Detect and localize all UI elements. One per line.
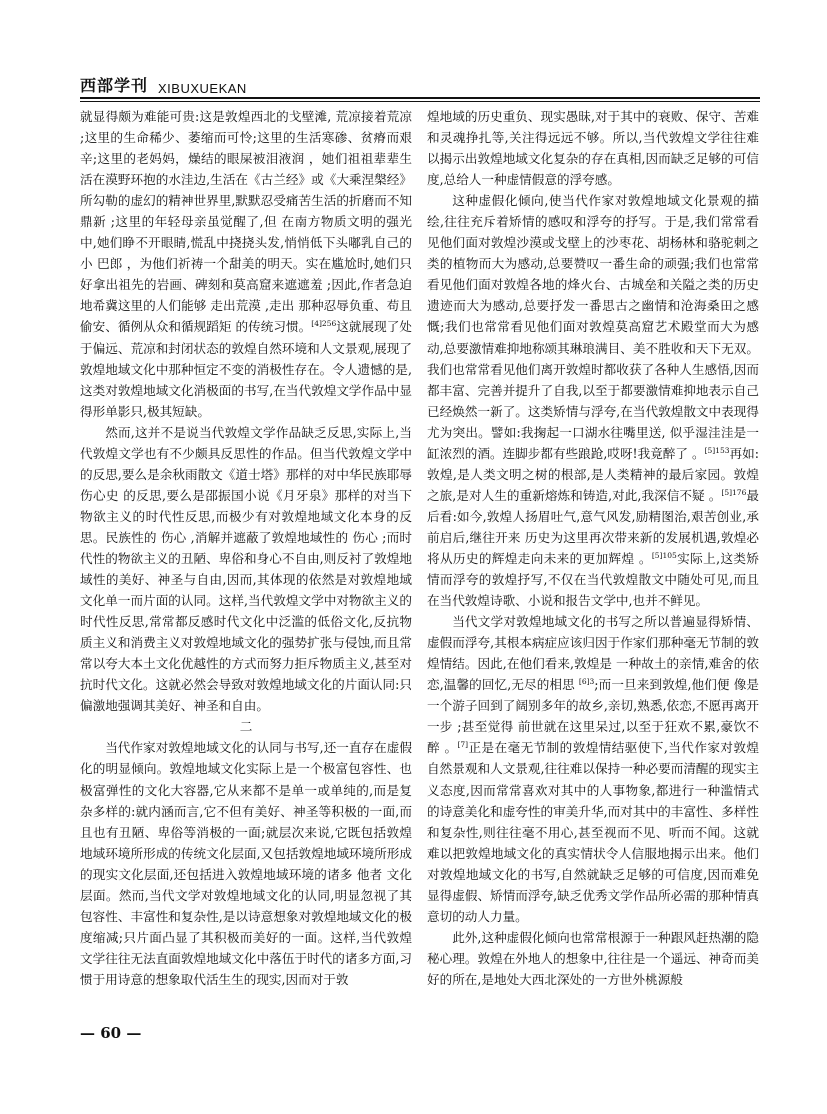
citation-ref: [5]153 [704,445,730,455]
section-heading: 二 [239,719,253,735]
paragraph [427,190,759,611]
running-header [80,72,760,96]
paragraph-text: 正是在毫无节制的敦煌情结驱使下,当代作家对敦煌自然景观和人文景观,往往难以保持一种必要而清醒的现实主义态度,因而常常喜欢对其中的人事物象,都进行一种滥情式的诗意美化和虚夸性的审美升华,而对其中的丰富性、多样性和复杂性,则往往毫不用心,甚至视而不见、听而不闻。这就难以把敦煌地域文化的真实情状令人信服地揭示出来。他们对敦煌地域文化的书写,自然就缺乏足够的可信度,因而难免显得虚假、矫情而浮夸,缺乏优秀文学作品所必需的那种情真意切的动人力量。 [427,740,759,924]
page-number: — 60 — [80,1024,142,1042]
paragraph-text: 实际上,这类矫情而浮夸的敦煌抒写,不仅在当代敦煌散文中随处可见,而且在当代敦煌诗歌、小说和报告文学中,也并不鲜见。 [427,550,759,609]
citation-ref: [7] [457,740,469,750]
paragraph [427,611,759,927]
citation-ref: [5]105 [651,550,677,560]
citation-ref: [6]3 [578,677,595,687]
paragraph-text: ;而一旦来到敦煌,他们便 像是一个游子回到了阔别多年的故乡,亲切,熟悉,依恋,不愿再离开一步 ;甚至觉得 前世就在这里呆过,以至于狂欢不累,豪饮不醉 。 [427,677,759,756]
paragraph-text: 这就展现了处于偏远、荒凉和封闭状态的敦煌自然环境和人文景观,展现了敦煌地域文化中那种恒定不变的消极性存在。令人遗憾的是,这类对敦煌地域文化消极面的书写,在当代敦煌文学作品中显得形单影只,极其短缺。 [80,319,412,419]
journal-title-en: XIBUXUEKAN [158,81,247,96]
header-rule-thin [80,101,760,102]
paragraph: 此外,这种虚假化倾向也常常根源于一种跟风赶热潮的隐秘心理。敦煌在外地人的想象中,往往是一个遥远、神奇而美好的所在,是地处大西北深处的一方世外桃源般 [427,929,759,987]
paragraph: 然而,这并不是说当代敦煌文学作品缺乏反思,实际上,当代敦煌文学也有不少颇具反思性的作品。但当代敦煌文学中的反思,要么是余秋雨散文《道士塔》那样的对中华民族耶辱 伤心史 的反思,要么是邵振国小说《月牙泉》那样的对当下物欲主义的时代性反思,而极少有对敦煌地域文化本身的反思。民族性的 伤心 ,消解并遮蔽了敦煌地域性的 伤心 ;而时代性的物欲主义的丑陋、卑俗和身心不自由,则反衬了敦煌地域性的美好、神圣与自由,因而,其体现的依然是对敦煌地域文化单一而片面的认同。这样,当代敦煌文学中对物欲主义的时代性反思,常常都反感时代文化中泛滥的低俗文化,反抗物质主义和消费主义对敦煌地域文化的强势扩张与侵蚀,而且常常以夸大本土文化优越性的方式而努力拒斥物质主义,甚至对抗时代文化。这就必然会导致对敦煌地域文化的片面认同:只偏激地强调其美好、神圣和自由。 [80,424,412,714]
paragraph: 煌地域的历史重负、现实愚昧,对于其中的衰败、保守、苦难和灵魂挣扎等,关注得远远不够。所以,当代敦煌文学往往难以揭示出敦煌地域文化复杂的存在真相,因而缺乏足够的可信度,总给人一种虚情假意的浮夸感。 [427,109,759,188]
left-column [80,106,412,1020]
paragraph-text: 当代文学对敦煌地域文化的书写之所以普遍显得矫情、虚假而浮夸,其根本病症应该归因于作家们那种毫无节制的敦煌情结。因此,在他们看来,敦煌是 一种故土的亲情,难舍的依恋,温馨的回忆,无尽的相思 [427,614,759,693]
paragraph-text: 就显得颇为难能可贵:这是敦煌西北的戈壁滩, 荒凉接着荒凉 ;这里的生命稀少、萎缩而可怜;这里的生活寒碜、贫瘠而艰辛;这里的老妈妈，燥结的眼屎被泪液润 ，她们祖祖辈辈生活在漠野环抱的水洼边,生活在《古兰经》或《大乘涅槃经》所勾勒的虚幻的精神世界里,默默忍受痛苦生活的折磨而不知鼎新 ;这里的年轻母亲虽觉醒了,但 在南方物质文明的强光中,她们睁不开眼睛,慌乱中挠挠头发,悄悄低下头嘟乳自己的小 巴郎 ，为他们祈祷一个甜美的明天。实在尴尬时,她们只好拿出祖先的岩画、碑刻和莫高窟来遮遮羞 ;因此,作者急迫地希冀这里的人们能够 走出荒漠 ,走出 那种忍辱负重、苟且偷安、循例从众和循规蹈矩 的传统习惯。 [80,109,412,335]
citation-ref: [5]176 [721,487,747,497]
paragraph-text: 最后看:如今,敦煌人扬眉吐气,意气风发,励精图治,艰苦创业,承前启后,继往开来 历史为这里再次带来新的发展机遇,敦煌必将从历史的辉煌走向未来的更加辉煌 。 [427,487,759,566]
paragraph: 当代作家对敦煌地域文化的认同与书写,还一直存在虚假化的明显倾向。敦煌地域文化实际上是一个极富包容性、也极富弹性的文化大容器,它从来都不是单一或单纯的,而是复杂多样的:就内涵而言,它不但有美好、神圣等积极的一面,而且也有丑陋、卑俗等消极的一面;就层次来说,它既包括敦煌地域环境所形成的传统文化层面,又包括敦煌地域环境所形成的现实文化层面,还包括进入敦煌地域环境的诸多 他者 文化层面。然而,当代文学对敦煌地域文化的认同,明显忽视了其包容性、丰富性和复杂性,是以诗意想象对敦煌地域文化的极度缩减;只片面凸显了其积极而美好的一面。这样,当代敦煌文学往往无法直面敦煌地域文化中落伍于时代的诸多方面,习惯于用诗意的想象取代活生生的现实,因而对于敦 [80,740,412,987]
paragraph-text: 这种虚假化倾向,使当代作家对敦煌地域文化景观的描绘,往往充斥着矫情的感叹和浮夸的抒写。于是,我们常常看见他们面对敦煌沙漠或戈壁上的沙枣花、胡杨林和骆驼刺之类的植物而大为感动,总要赞叹一番生命的顽强;我们也常常看见他们面对敦煌各地的烽火台、古城垒和关隘之类的历史遗迹而大为感动,总要抒发一番思古之幽情和沧海桑田之感慨;我们也常常看见他们面对敦煌莫高窟艺术殿堂而大为感动,总要激情难抑地称颂其琳琅满目、美不胜收和天下无双。我们也常常看见他们离开敦煌时都收获了各种人生感悟,因而都丰富、完善并提升了自我,以至于都要激情难抑地表示自己已经焕然一新了。这类矫情与浮夸,在当代敦煌散文中表现得尤为突出。譬如:我掬起一口湖水往嘴里送, 似乎湿洼洼是一缸浓烈的酒。连脚步都有些踉跄,哎呀!我竟醉了 。 [427,193,759,461]
right-column [427,106,759,1020]
header-rule [80,97,760,99]
paragraph [80,106,412,422]
citation-ref: [4]256 [311,319,337,329]
paragraph-text: 再如:敦煌,是人类文明之树的根部,是人类精神的最后家园。敦煌之旅,是对人生的重新熔炼和铸造,对此,我深信不疑 。 [427,445,759,503]
journal-title-cn: 西部学刊 [80,76,149,95]
